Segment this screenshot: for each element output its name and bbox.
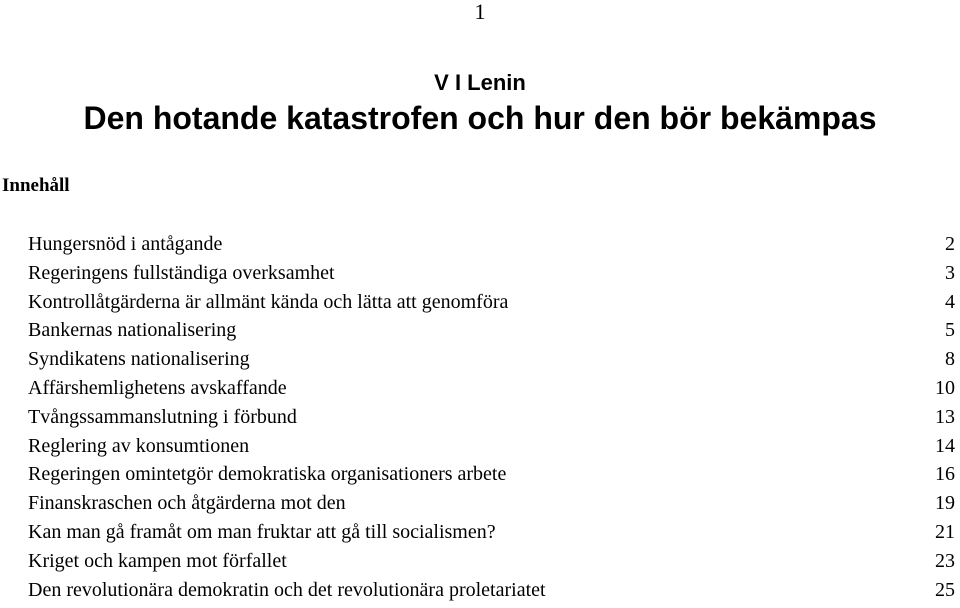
toc-entry[interactable] (28, 432, 955, 461)
toc-entry-page: 21 (935, 520, 955, 543)
toc-heading: Innehåll (2, 175, 70, 196)
toc-entry[interactable] (28, 345, 955, 374)
toc-entry[interactable] (28, 288, 955, 317)
toc-entry-page: 5 (945, 319, 955, 342)
toc-entry[interactable] (28, 547, 955, 576)
toc-entry-title: Regeringens fullständiga overksamhet (28, 261, 335, 284)
document-author: V I Lenin (434, 70, 526, 95)
toc-entry-title: Bankernas nationalisering (28, 319, 237, 342)
toc-entry[interactable] (28, 518, 955, 547)
toc-entry-title: Kontrollåtgärderna är allmänt kända och lätta att genomföra (28, 290, 509, 313)
toc-entry-page: 2 (945, 233, 955, 255)
toc-entry-page: 13 (935, 405, 955, 428)
toc-entry-page: 4 (945, 290, 955, 313)
toc-entry-page: 3 (945, 261, 955, 284)
toc-entry-title: Hungersnöd i antågande (28, 233, 223, 255)
toc-entry-page: 25 (935, 578, 955, 601)
toc-entry-title: Syndikatens nationalisering (28, 348, 250, 371)
toc-entry[interactable] (28, 576, 955, 605)
toc-entry[interactable] (28, 489, 955, 518)
toc-entry-title: Kriget och kampen mot förfallet (28, 549, 287, 572)
toc-entry-page: 23 (935, 549, 955, 572)
toc-entry[interactable] (28, 403, 955, 432)
toc-entry-title: Reglering av konsumtionen (28, 434, 250, 457)
toc-entry[interactable] (28, 316, 955, 345)
toc-entry-title: Affärshemlighetens avskaffande (28, 376, 287, 399)
toc-entry-page: 19 (935, 492, 955, 515)
toc-entry[interactable] (28, 460, 955, 489)
toc-entry-title: Finanskraschen och åtgärderna mot den (28, 492, 346, 515)
toc-entry-page: 16 (935, 463, 955, 486)
toc-entry-title: Kan man gå framåt om man fruktar att gå till socialismen? (28, 520, 496, 543)
page-number: 1 (474, 0, 486, 24)
table-of-contents (28, 230, 955, 604)
toc-entry[interactable] (28, 259, 955, 288)
toc-entry[interactable] (28, 230, 955, 259)
toc-entry-title: Den revolutionära demokratin och det revolutionära proletariatet (28, 578, 546, 601)
toc-entry-page: 8 (945, 348, 955, 371)
toc-entry-title: Regeringen omintetgör demokratiska organisationers arbete (28, 463, 507, 486)
toc-entry[interactable] (28, 374, 955, 403)
toc-entry-page: 10 (935, 376, 955, 399)
document-title: Den hotande katastrofen och hur den bör bekämpas (83, 100, 877, 136)
toc-entry-title: Tvångssammanslutning i förbund (28, 405, 297, 428)
toc-entry-page: 14 (935, 434, 955, 457)
